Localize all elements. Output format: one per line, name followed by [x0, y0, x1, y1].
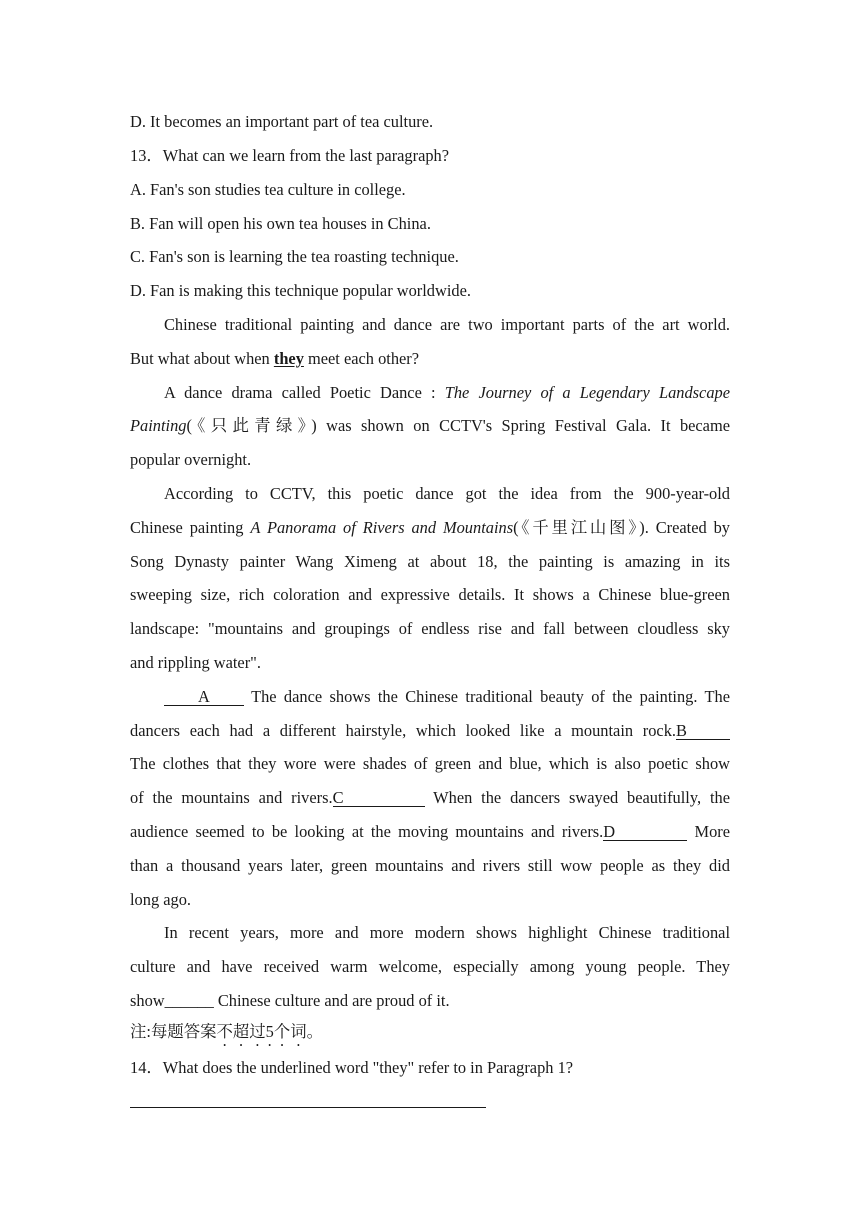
passage-p2-line1	[130, 383, 730, 403]
passage-text: Chinese painting	[130, 518, 251, 537]
underlined-word-they: they	[273, 349, 304, 368]
passage-text: meet each other?	[303, 349, 420, 368]
passage-p1-line1: Chinese traditional painting and dance are two important parts of the art world.	[164, 315, 730, 334]
passage-text: of the mountains and rivers.	[130, 788, 333, 807]
q13-option-d: D. Fan is making this technique popular worldwide.	[130, 281, 471, 300]
passage-p4-line6: than a thousand years later, green mountains and rivers still wow people as they did	[130, 856, 730, 875]
passage-p4-line1	[130, 687, 730, 707]
blank-d[interactable]: D	[603, 824, 687, 841]
blank-c[interactable]: C	[333, 790, 425, 807]
q13-option-b: B. Fan will open his own tea houses in China.	[130, 214, 431, 233]
note-text: 。	[306, 1022, 324, 1041]
dance-title-italic: The Journey of a Legendary Landscape	[444, 383, 730, 402]
passage-p5-line2: culture and have received warm welcome, especially among young people. They	[130, 957, 730, 976]
passage-text: was shown on CCTV's Spring Festival Gala. It became	[316, 416, 730, 435]
passage-text: More	[687, 822, 730, 841]
passage-p2-line3: popular overnight.	[130, 450, 252, 469]
passage-p3-line5: landscape: "mountains and groupings of endless rise and fall between cloudless sky	[130, 619, 730, 638]
note-emphasis: 不超过5个词	[216, 1022, 307, 1041]
q14-answer-line[interactable]	[130, 1107, 486, 1108]
passage-p3-line3: Song Dynasty painter Wang Ximeng at about 18, the painting is amazing in its	[130, 552, 730, 571]
passage-p4-line4	[130, 788, 730, 808]
passage-p4-line7: long ago.	[130, 890, 192, 909]
passage-p3-line1: According to CCTV, this poetic dance got the idea from the 900-year-old	[164, 484, 730, 503]
q12-option-d: D. It becomes an important part of tea culture.	[130, 112, 434, 131]
passage-text: dancers each had a different hairstyle, which looked like a mountain rock.	[130, 721, 676, 740]
passage-p4-line3: The clothes that they wore were shades of green and blue, which is also poetic show	[130, 754, 730, 773]
painting-title-italic: A Panorama of Rivers and Mountains	[250, 518, 514, 537]
passage-p5-line1: In recent years, more and more modern shows highlight Chinese traditional	[164, 923, 730, 942]
passage-p4-line2	[130, 721, 730, 741]
passage-text: Chinese culture and are proud of it.	[213, 991, 450, 1010]
blank-a[interactable]: A	[164, 689, 244, 706]
q13-option-c: C. Fan's son is learning the tea roasting technique.	[130, 247, 459, 266]
passage-p1-line2	[130, 349, 419, 369]
passage-text: show	[130, 991, 165, 1010]
blank-show[interactable]: ______	[164, 991, 214, 1010]
passage-p3-line4: sweeping size, rich coloration and expressive details. It shows a Chinese blue-green	[130, 585, 730, 604]
answer-note	[130, 1022, 323, 1050]
passage-p3-line6: and rippling water".	[130, 653, 261, 672]
note-text: 注:每题答案	[130, 1022, 217, 1041]
passage-p2-line2	[130, 416, 730, 436]
passage-p4-line5	[130, 822, 730, 842]
passage-text: (《千里江山图》). Created by	[513, 518, 731, 537]
q13-question: 13．What can we learn from the last paragraph?	[130, 146, 450, 165]
passage-text: When the dancers swayed beautifully, the	[424, 788, 730, 807]
chinese-title: (《只此青绿》)	[186, 416, 317, 435]
blank-b[interactable]: B	[676, 723, 730, 740]
passage-text: The dance shows the Chinese traditional beauty of the painting. The	[244, 687, 730, 706]
passage-p5-line3	[130, 991, 450, 1011]
passage-p3-line2	[130, 518, 730, 538]
q14-question: 14．What does the underlined word "they" refer to in Paragraph 1?	[130, 1058, 574, 1077]
q13-option-a: A. Fan's son studies tea culture in college.	[130, 180, 406, 199]
passage-text: A dance drama called Poetic Dance :	[164, 383, 445, 402]
passage-text: audience seemed to be looking at the moving mountains and rivers.	[130, 822, 604, 841]
passage-text: But what about when	[130, 349, 274, 368]
dance-title-italic: Painting	[130, 416, 187, 435]
